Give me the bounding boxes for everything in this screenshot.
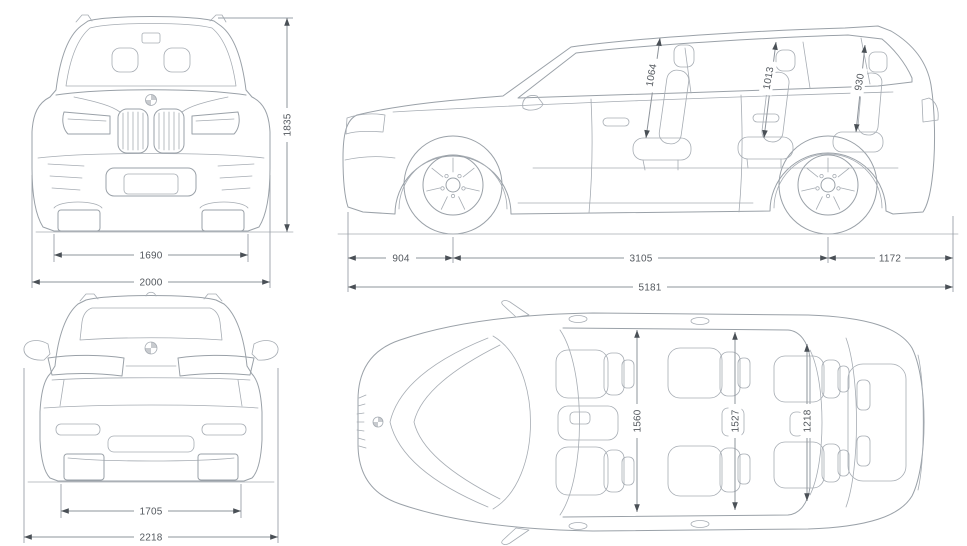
dim-label: 1218 xyxy=(802,409,814,433)
roof-rail-left xyxy=(80,294,98,301)
dim-headroom-front xyxy=(642,38,661,138)
dim-label: 2000 xyxy=(139,277,163,289)
front-door-handle xyxy=(603,118,629,126)
seat-row1-left xyxy=(556,350,608,398)
side-view xyxy=(333,0,967,300)
c-pillar xyxy=(803,42,810,88)
bmw-roundel-icon xyxy=(145,342,157,354)
door-handle xyxy=(691,318,709,325)
rear-view xyxy=(8,288,320,546)
bmw-roundel-icon xyxy=(373,417,383,427)
roof-rail-right xyxy=(204,294,222,301)
seat-row1-back xyxy=(658,69,690,145)
dim-front-track-width xyxy=(54,234,248,262)
dim-label: 5181 xyxy=(638,282,662,294)
door-handle xyxy=(569,523,587,530)
seat-row1-cushion xyxy=(633,138,691,160)
door-handle xyxy=(569,316,587,323)
hood-crease xyxy=(390,338,488,507)
top-view xyxy=(338,300,967,546)
door-handle xyxy=(691,521,709,528)
rear-window xyxy=(80,308,222,340)
dim-label: 1705 xyxy=(139,506,163,518)
dim-label: 930 xyxy=(853,72,867,92)
seat-row3-left xyxy=(774,356,824,402)
center-console xyxy=(558,406,618,440)
side-wheels xyxy=(404,136,877,234)
front-car-outline xyxy=(32,15,270,231)
rearview-mirror xyxy=(142,33,160,43)
headlights xyxy=(63,112,239,134)
headlight-side xyxy=(346,114,385,134)
dim-label: 1690 xyxy=(139,250,163,262)
dim-label: 1527 xyxy=(730,409,742,433)
rear-wheel xyxy=(779,136,877,234)
seat-row1-headrest xyxy=(674,45,694,67)
front-view xyxy=(8,0,320,300)
mirror-top xyxy=(502,301,529,317)
windshield-base xyxy=(493,336,531,509)
side-car-outline xyxy=(343,26,938,214)
dim-interior-width-third-row xyxy=(801,344,814,501)
dim-overall-height xyxy=(218,18,294,232)
front-wheel xyxy=(404,136,502,234)
mirror-bottom xyxy=(502,528,529,544)
roof-front-edge xyxy=(560,330,580,515)
headrest-right xyxy=(164,48,190,72)
dim-label: 1064 xyxy=(644,62,660,88)
tailgate-edge xyxy=(846,338,857,507)
seat-row2-headrest xyxy=(776,50,795,71)
dim-rear-track-width xyxy=(61,484,241,518)
dim-front-overhang xyxy=(348,252,453,265)
front-wheels xyxy=(54,202,248,231)
dim-label: 904 xyxy=(392,253,410,265)
dim-label: 3105 xyxy=(629,253,653,265)
rear-car-outline xyxy=(40,292,262,481)
seat-row2-cushion xyxy=(738,137,793,159)
roof-outline xyxy=(563,328,810,517)
kidney-grille xyxy=(118,109,184,153)
seat-row3-cushion xyxy=(833,132,883,152)
beltline xyxy=(393,92,893,112)
dim-label: 1013 xyxy=(761,65,777,91)
seat-row3-headrest xyxy=(869,52,887,72)
dim-label: 1835 xyxy=(282,113,294,137)
dim-rear-overhang xyxy=(828,252,953,265)
dim-label: 1172 xyxy=(878,253,902,265)
front-bumper xyxy=(38,154,264,197)
rear-wheels xyxy=(64,454,238,480)
interior-seats xyxy=(533,45,898,170)
taillights xyxy=(48,355,254,376)
dim-interior-width-front xyxy=(631,330,644,512)
seat-row2-left xyxy=(668,348,722,398)
front-door-seam xyxy=(589,99,592,213)
bmw-roundel-icon xyxy=(146,95,157,106)
dim-label: 1560 xyxy=(632,409,644,433)
seat-row3-right xyxy=(774,442,824,488)
seat-row2-right xyxy=(668,446,722,496)
dim-wheelbase xyxy=(453,252,828,265)
dim-overall-length xyxy=(348,281,953,294)
seat-row1-right xyxy=(556,447,608,495)
tailgate-and-bumper xyxy=(44,378,258,461)
dim-label: 2218 xyxy=(139,532,163,544)
headrest-left xyxy=(112,48,138,72)
